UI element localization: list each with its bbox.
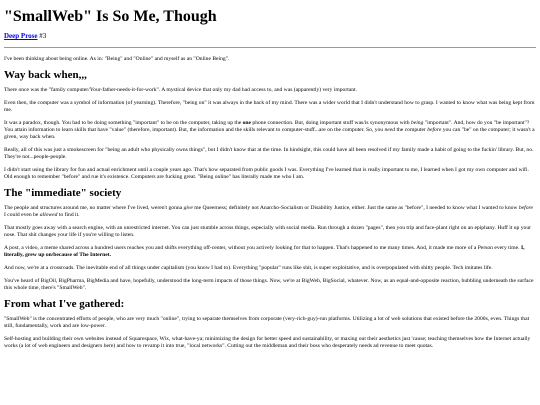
text-run: "important". And, how do you "be important"? You attain information to learn skills that have "value" (therefore, important). But, the information and the skills relevant to computer-stuff...are on the computer. So, you xyxy=(4,120,530,133)
divider xyxy=(4,47,536,48)
body-paragraph xyxy=(4,265,536,272)
italic-text: need xyxy=(384,127,396,133)
italic-text: before xyxy=(518,205,533,211)
text-run: the computer xyxy=(395,127,428,133)
text-run: The people and structures around me, no matter where I've lived, weren't gonna xyxy=(4,205,184,211)
text-run: A post, a video, a meme shared across a hundred users reaches you and shifts everything off-center, without you actively looking for that to happen. That's happened to me many times. And, it made me more of a Person every time. xyxy=(4,245,521,251)
text-run: "SmallWeb" is the concentrated efforts of people, who are very much "online", trying to separate themselves from corporate (very-rich-guy)-run platforms. Utilizing a lot of web solutions that existed before the 2000s, even. Things that still, fundamentally, work and are low-power. xyxy=(4,316,530,329)
text-run: And now, we're at a crossroads. The inevitable end of all things under capitalism (you know I had to). Everything "popular" runs like shit, is super exploitative, and is overpopulated with shitty people. Tech imitates life. xyxy=(4,265,493,271)
intro-paragraph: I've been thinking about being online. As in: "Being" and "Online" and myself as an "Online Being". xyxy=(4,56,230,62)
text-run: It was a paradox, though. You had to be doing something "important" to be on the computer, taking up the xyxy=(4,120,243,126)
italic-text: allowed xyxy=(39,212,58,218)
section-heading: Way back when,,, xyxy=(4,69,87,81)
bold-text: one xyxy=(242,120,252,126)
series-line xyxy=(4,32,536,41)
article-sections xyxy=(4,69,536,350)
section-heading: From what I've gathered: xyxy=(4,298,125,310)
text-run: Self-hosting and building their own websites instead of Squarespace, Wix, what-have-ya; minimizing the design for better speed and sustainability, or maxing out their aesthetics just 'cause; teaching themselves how the Internet actually works (a lot of web engineers and designers here) and how to revamp it into true, "local networks". Cutting out the middleman and their boss who desperately needs ad revenue to meet quotas. xyxy=(4,336,531,349)
body-paragraph xyxy=(4,147,536,161)
text-run: to find it. xyxy=(57,212,80,218)
body-paragraph xyxy=(4,336,536,350)
text-run: phone connection. But, doing important stuff was/is synonymous with xyxy=(251,120,411,126)
text-run: I could even be xyxy=(4,212,40,218)
body-paragraph xyxy=(4,167,536,181)
italic-text: before xyxy=(427,127,442,133)
body-paragraph xyxy=(4,278,536,292)
body-paragraph xyxy=(4,225,536,239)
italic-text: being xyxy=(410,120,424,126)
text-run: me Queerness; definitely not Anarcho-Socialism or Disability Justice, either. Just the same as "before", I needed to know what I wanted to know xyxy=(192,205,519,211)
text-run: Really, all of this was just a smokescreen for "being an adult who physically owns things", but I didn't know that at the time. In hindsight, this could have all been resolved if my family made a habit of going to the fuckin' library. But, no. They're not...people-people. xyxy=(4,147,534,160)
series-number: #3 xyxy=(37,32,47,40)
body-paragraph xyxy=(4,245,536,259)
text-run: You've heard of BigOil, BigPharma, BigMedia and have, hopefully, understood the long-term impacts of those things. Now, we're at BigWeb, BigSocial, whatever. Now, as an equal-and-opposite reaction, bubbling underneath the surface this whole time, there's "SmallWeb". xyxy=(4,278,534,291)
text-run: I didn't start using the library for fun and actual enrichment until a couple years ago. That's how separated from public goods I was. Everything I've learned that is really important to me, I learned when I got my own computer and wifi. Old enough to remember "before" and rue it's existence. Computers are fucking great. "Being online" has literally made me who I am. xyxy=(4,167,529,180)
text-run: There once was the "family computer/Your-father-needs-it-for-work". A mystical device that only my dad had access to, and was (apparently) very important. xyxy=(4,87,357,93)
text-run: you can "be" on the computer; it wasn't a given, way back when. xyxy=(4,127,535,140)
text-run: Even then, the computer was a symbol of information (of yearning). Therefore, "being on" it was always in the back of my mind. There was a wider world that I didn't understand how to grasp. I wanted to know what was being kept from me. xyxy=(4,100,535,113)
italic-text: give xyxy=(183,205,193,211)
section-heading: The "immediate" society xyxy=(4,187,122,199)
body-paragraph xyxy=(4,316,536,330)
body-paragraph xyxy=(4,100,536,114)
body-paragraph xyxy=(4,120,536,141)
body-paragraph xyxy=(4,205,536,219)
body-paragraph xyxy=(4,87,536,94)
series-link[interactable]: Deep Prose xyxy=(4,32,38,40)
page-title: "SmallWeb" Is So Me, Though xyxy=(4,8,217,25)
text-run: That mostly goes away with a search engine, with an unrestricted internet. You can just stumble across things, especially with social media. Run through a dozen "pages", then you trip and face-plant right on an epiphany. Huff it up your nose. That shit changes your life if you're willing to listen. xyxy=(4,225,531,238)
bold-text: I, literally, grew up on/because of The Internet. xyxy=(4,245,525,258)
